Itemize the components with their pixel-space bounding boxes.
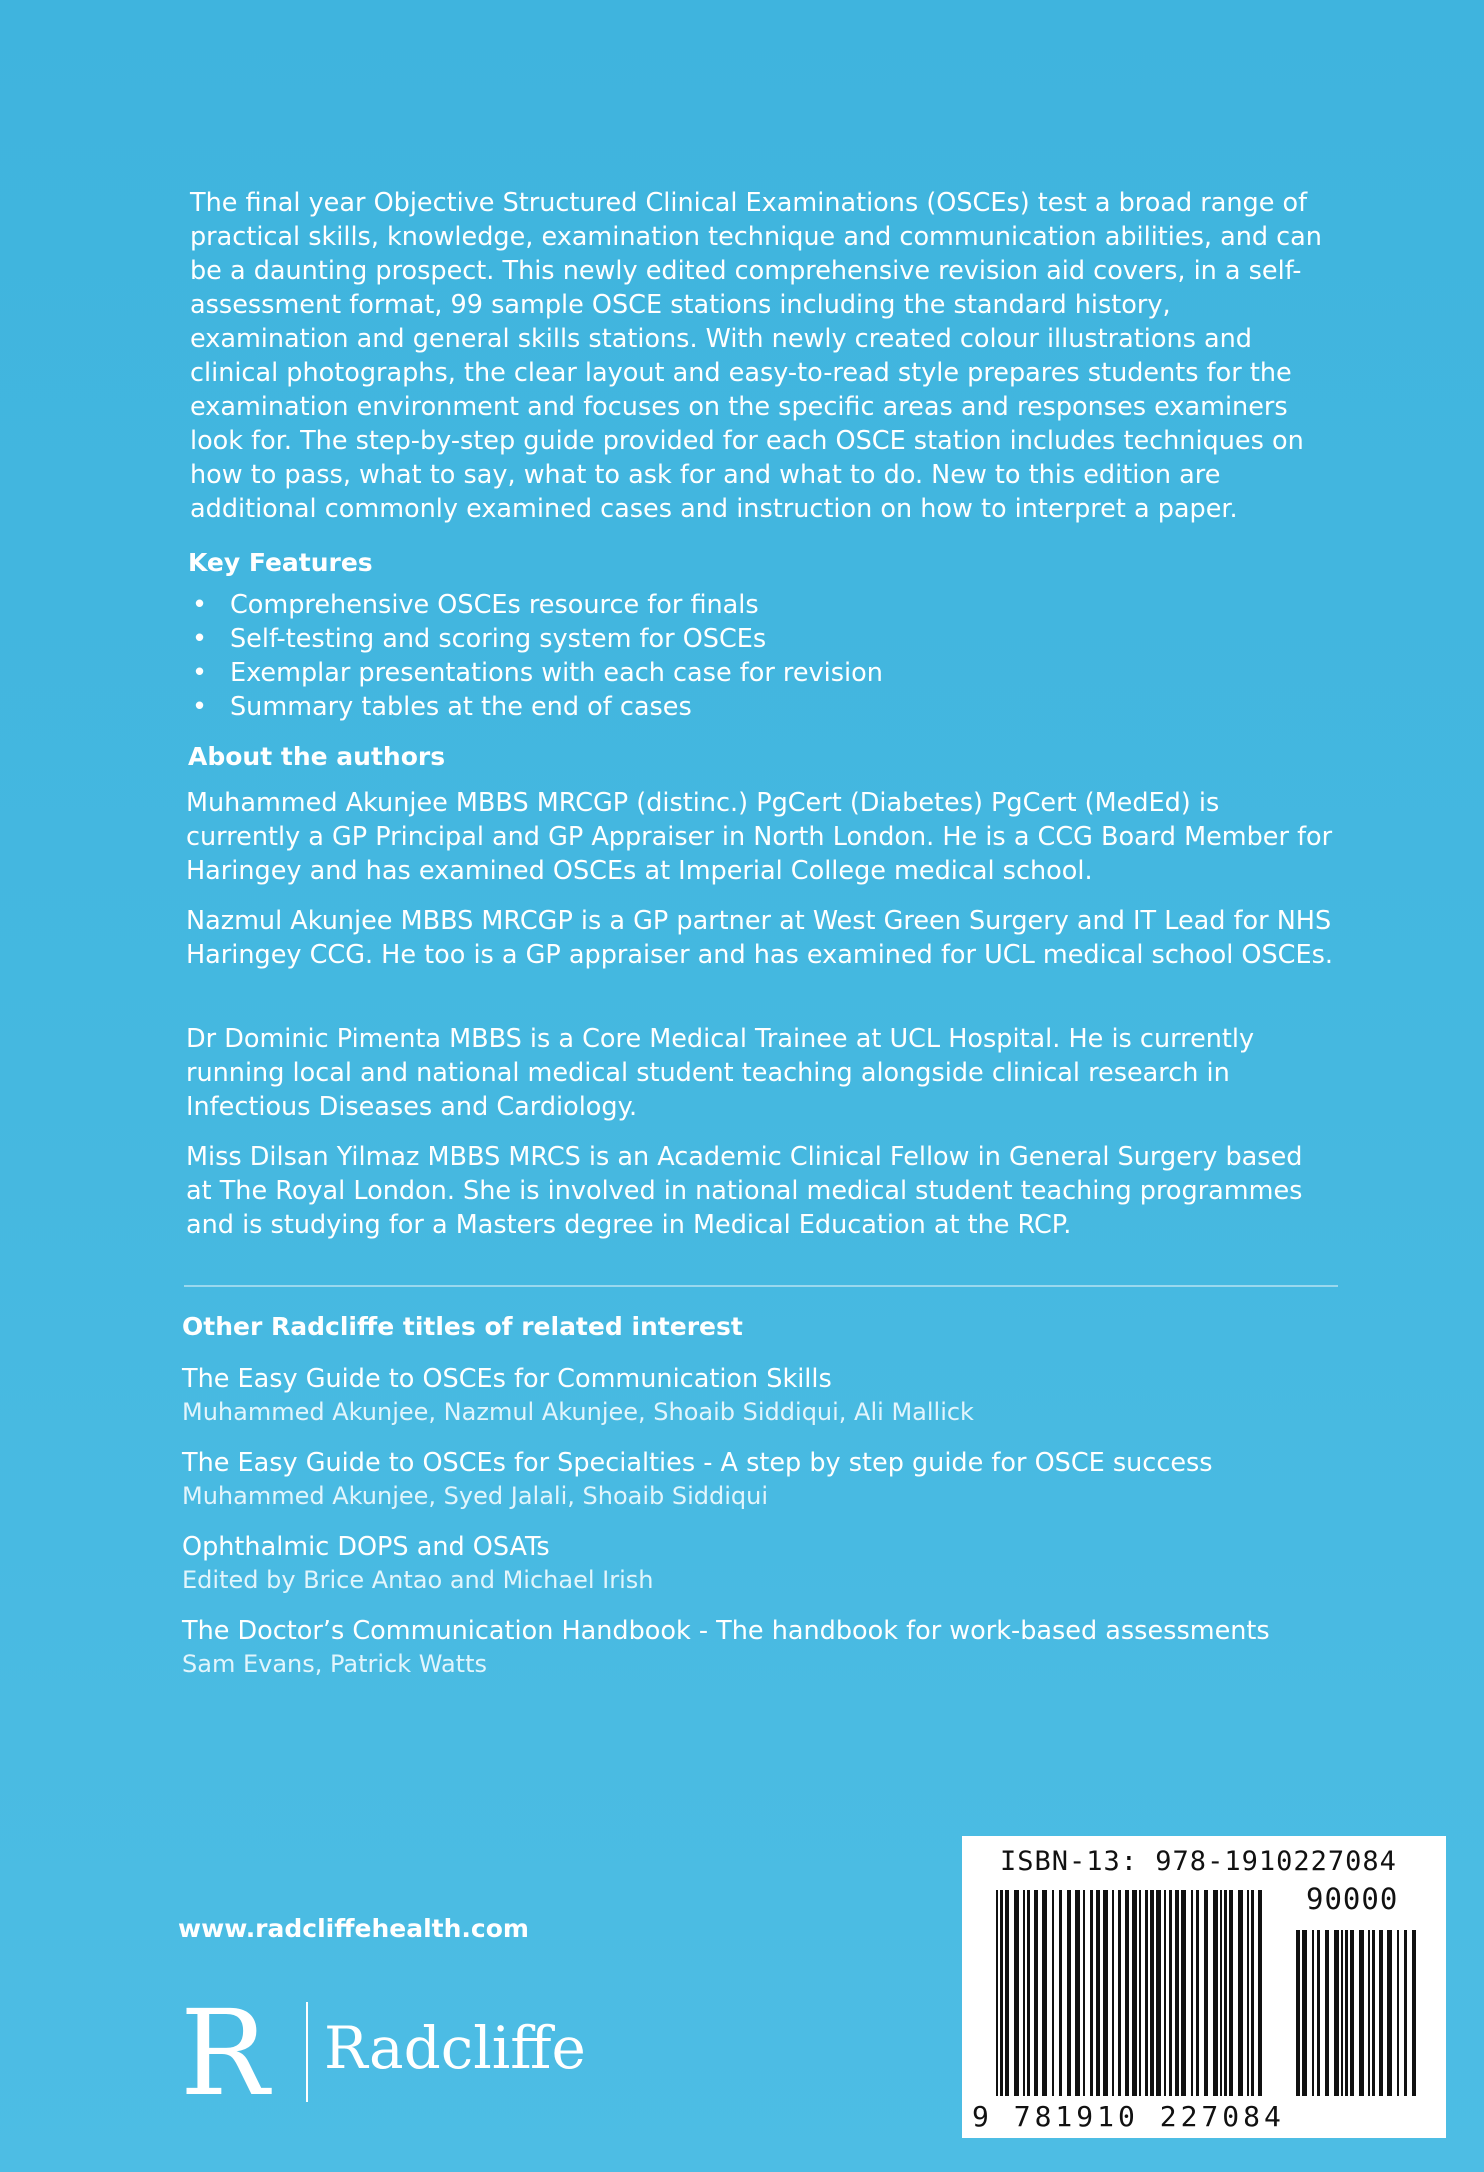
list-item: • Comprehensive OSCEs resource for finals xyxy=(188,588,883,622)
isbn-label: ISBN-13: 978-1910227084 xyxy=(1000,1846,1397,1877)
list-item: • Exemplar presentations with each case for revision xyxy=(188,656,883,690)
svg-text:R: R xyxy=(180,1990,269,2110)
key-features-list xyxy=(188,588,883,724)
related-titles-heading: Other Radcliffe titles of related interest xyxy=(182,1312,743,1341)
related-book-authors: Muhammed Akunjee, Nazmul Akunjee, Shoaib Siddiqui, Ali Mallick xyxy=(182,1398,974,1426)
related-title-item xyxy=(182,1446,1342,1512)
list-item: • Self-testing and scoring system for OSCEs xyxy=(188,622,883,656)
related-book-title: The Doctor’s Communication Handbook - The handbook for work-based assessments xyxy=(182,1616,1270,1646)
related-book-authors: Muhammed Akunjee, Syed Jalali, Shoaib Siddiqui xyxy=(182,1482,769,1510)
book-description: The final year Objective Structured Clinical Examinations (OSCEs) test a broad range of practical skills, knowledge, examination technique and communication abilities, and can be a daunting prospect. This newly edited comprehensive revision aid covers, in a self-assessment format, 99 sample OSCE stations including the standard history, examination and general skills stations. With newly created colour illustrations and clinical photographs, the clear layout and easy-to-read style prepares students for the examination environment and focuses on the specific areas and responses examiners look for. The step-by-step guide provided for each OSCE station includes techniques on how to pass, what to say, what to ask for and what to do. New to this edition are additional commonly examined cases and instruction on how to interpret a paper. xyxy=(190,188,1322,524)
related-book-authors: Edited by Brice Antao and Michael Irish xyxy=(182,1566,654,1594)
isbn-barcode xyxy=(996,1890,1424,2116)
logo-divider xyxy=(306,2002,308,2102)
related-title-item xyxy=(182,1614,1342,1680)
author-bio: Muhammed Akunjee MBBS MRCGP (distinc.) PgCert (Diabetes) PgCert (MedEd) is currently a GP Principal and GP Appraiser in North London. He is a CCG Board Member for Haringey and has examined OSCEs at Imperial College medical school. xyxy=(186,788,1333,886)
about-authors-heading: About the authors xyxy=(188,742,446,771)
publisher-website: www.radcliffehealth.com xyxy=(178,1914,529,1943)
related-book-title: The Easy Guide to OSCEs for Communication Skills xyxy=(182,1364,832,1394)
price-barcode-bars xyxy=(1296,1930,1416,2096)
radcliffe-logo-icon xyxy=(176,1990,296,2110)
related-book-title: The Easy Guide to OSCEs for Specialties - A step by step guide for OSCE success xyxy=(182,1448,1213,1478)
price-code: 90000 xyxy=(1306,1882,1399,1916)
list-item: • Summary tables at the end of cases xyxy=(188,690,883,724)
related-book-title: Ophthalmic DOPS and OSATs xyxy=(182,1532,550,1562)
barcode-digits: 9 781910 227084 xyxy=(968,2100,1289,2133)
section-divider xyxy=(184,1285,1338,1287)
related-book-authors: Sam Evans, Patrick Watts xyxy=(182,1650,487,1678)
related-title-item xyxy=(182,1530,1342,1596)
author-bio: Nazmul Akunjee MBBS MRCGP is a GP partner at West Green Surgery and IT Lead for NHS Haringey CCG. He too is a GP appraiser and has examined for UCL medical school OSCEs. xyxy=(186,906,1333,970)
key-features-heading: Key Features xyxy=(188,548,373,577)
author-bio: Miss Dilsan Yilmaz MBBS MRCS is an Academic Clinical Fellow in General Surgery based at The Royal London. She is involved in national medical student teaching programmes and is studying for a Masters degree in Medical Education at the RCP. xyxy=(186,1142,1303,1240)
barcode-bars xyxy=(996,1890,1262,2096)
author-bio: Dr Dominic Pimenta MBBS is a Core Medical Trainee at UCL Hospital. He is currently running local and national medical student teaching alongside clinical research in Infectious Diseases and Cardiology. xyxy=(186,1024,1255,1122)
related-title-item xyxy=(182,1362,1342,1428)
publisher-name: Radcliffe xyxy=(324,2014,586,2082)
